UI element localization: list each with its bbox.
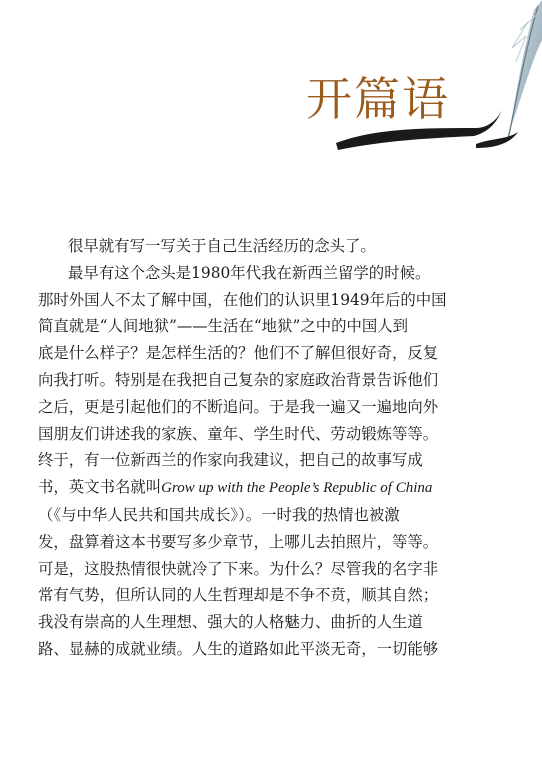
text-line: 常有气势，但所认同的人生哲理却是不争不贲，顺其自然； [38, 586, 439, 605]
text-line: 路、显赫的成就业绩。人生的道路如此平淡无奇，一切能够 [38, 639, 439, 658]
text-line: 很早就有写一写关于自己生活经历的念头了。 [68, 237, 376, 255]
english-book-title: Grow up with the People’s Republic of China [161, 480, 433, 497]
text-line: 最早有这个念头是1980年代我在新西兰留学的时候。 [68, 263, 431, 282]
text-line: （《与中华人民共和国共成长》）。一时我的热情也被激 [38, 505, 400, 524]
text-line: 国朋友们讲述我的家族、童年、学生时代、劳动锻炼等等。 [38, 424, 439, 443]
text-line: 那时外国人不太了解中国，在他们的认识里1949年后的中国 [38, 290, 447, 309]
text-line: 发，盘算着这本书要写多少章节，上哪儿去拍照片，等等。 [38, 532, 439, 551]
text-line: 底是什么样子？是怎样生活的？他们不了解但很好奇，反复 [38, 344, 439, 363]
paragraph-2 [38, 260, 468, 663]
text-line: 可是，这股热情很快就冷了下来。为什么？尽管我的名字非 [38, 559, 439, 578]
book-title-prefix: 书，英文书名就叫 [38, 478, 162, 497]
text-line: 之后，更是引起他们的不断追问。于是我一遍又一遍地向外 [38, 397, 439, 416]
text-line: 我没有崇高的人生理想、强大的人格魅力、曲折的人生道 [38, 613, 423, 632]
text-line-with-book-title [38, 474, 468, 502]
paragraph-1 [38, 233, 468, 260]
body-text [38, 233, 468, 663]
text-line: 终于，有一位新西兰的作家向我建议，把自己的故事写成 [38, 451, 423, 470]
text-line: 向我打听。特别是在我把自己复杂的家庭政治背景告诉他们 [38, 370, 439, 389]
text-line: 简直就是“人间地狱”——生活在“地狱”之中的中国人到 [38, 317, 409, 336]
chapter-title: 开篇语 [306, 72, 450, 126]
